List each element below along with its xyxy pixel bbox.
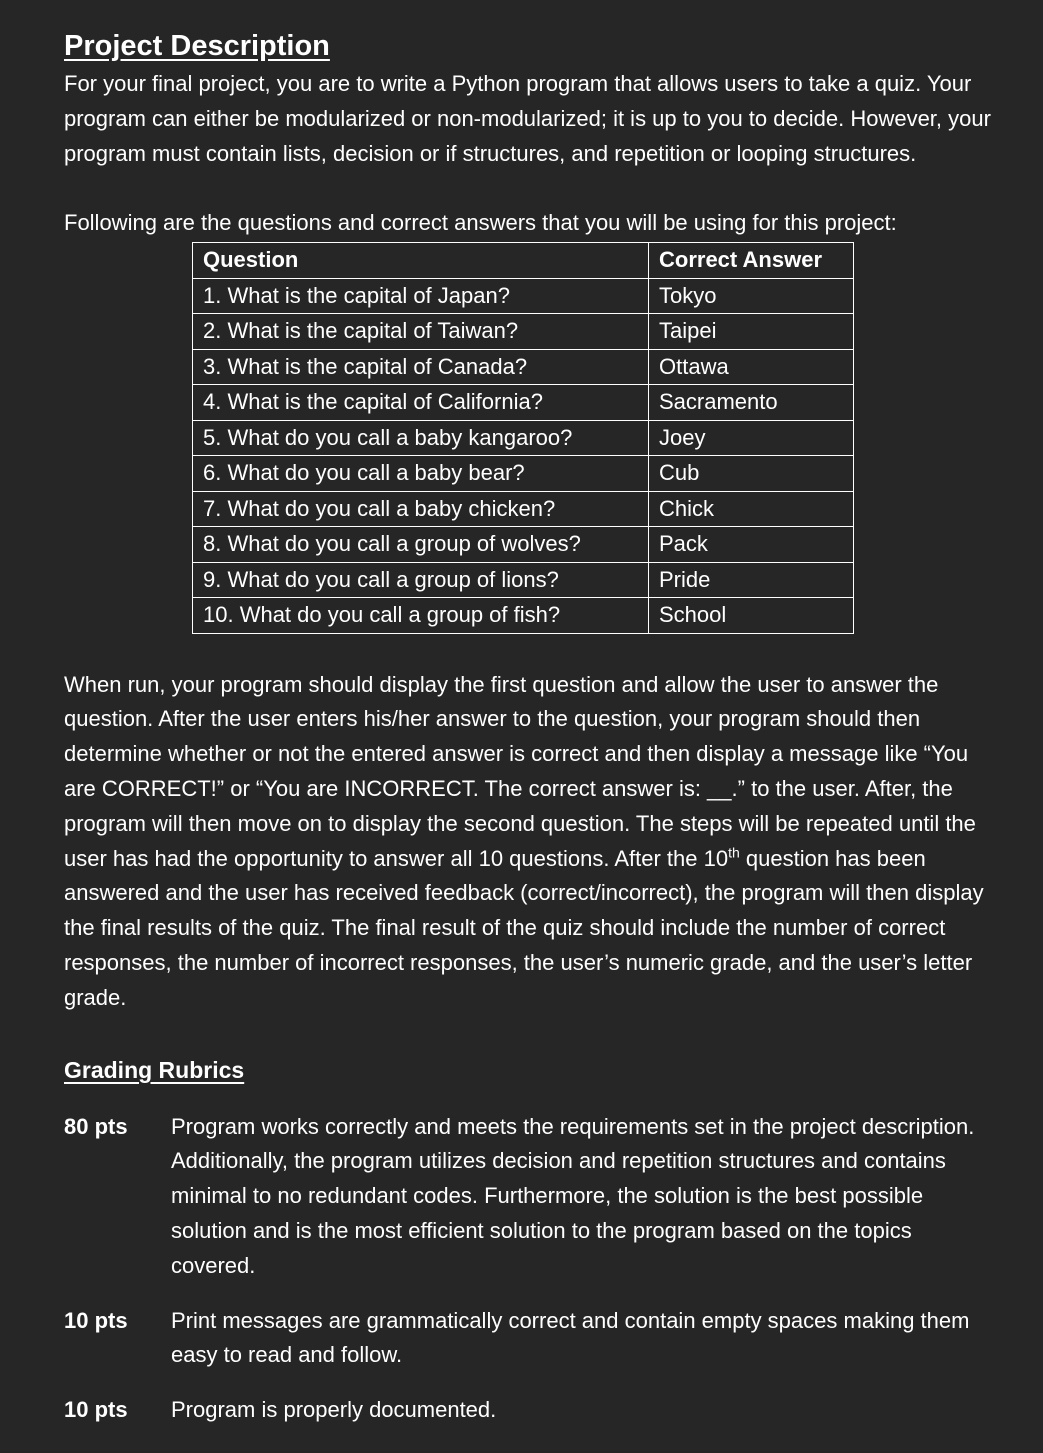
table-row	[193, 598, 854, 634]
rubric-points: 80 pts	[64, 1113, 128, 1139]
question-cell: 5. What do you call a baby kangaroo?	[193, 420, 649, 456]
table-row	[193, 314, 854, 350]
ordinal-suffix: th	[728, 844, 740, 861]
description-text-part1: When run, your program should display the first question and allow the user to answer the question. After the user enters his/her answer to the question, your program should then determine whether or not the entered answer is correct and then display a message like “You are CORRECT!” or “You are INCORRECT. The correct answer is: __.” to the user. After, the program will then move on to display the second question. The steps will be repeated until the user has had the opportunity to answer all 10 questions. After the 10	[64, 671, 976, 871]
quiz-table	[192, 242, 854, 634]
rubric-description: Program works correctly and meets the requirements set in the project description. Additionally, the program utilizes decision and repetition structures and contains minimal to no redundant codes. Furthermore, the solution is the best possible solution and is the most efficient solution to the program based on the topics covered.	[171, 1113, 975, 1278]
column-header-answer: Correct Answer	[649, 243, 854, 279]
table-row	[193, 420, 854, 456]
table-lead-paragraph: Following are the questions and correct answers that you will be using for this project:	[64, 210, 897, 236]
question-cell: 8. What do you call a group of wolves?	[193, 527, 649, 563]
page-title: Project Description	[64, 30, 330, 62]
table-row	[193, 527, 854, 563]
rubric-points: 10 pts	[64, 1397, 128, 1423]
answer-cell: Ottawa	[649, 349, 854, 385]
table-row	[193, 385, 854, 421]
document-page	[64, 27, 994, 1428]
rubrics-heading: Grading Rubrics	[64, 1056, 245, 1083]
question-cell: 10. What do you call a group of fish?	[193, 598, 649, 634]
rubric-description: Program is properly documented.	[171, 1397, 497, 1423]
table-header-row	[193, 243, 854, 279]
answer-cell: Tokyo	[649, 278, 854, 314]
table-row	[193, 562, 854, 598]
question-cell: 6. What do you call a baby bear?	[193, 456, 649, 492]
answer-cell: Taipei	[649, 314, 854, 350]
rubric-item	[64, 1110, 994, 1284]
answer-cell: Sacramento	[649, 385, 854, 421]
answer-cell: Joey	[649, 420, 854, 456]
table-row	[193, 456, 854, 492]
table-row	[193, 491, 854, 527]
answer-cell: Chick	[649, 491, 854, 527]
description-text-part2: question has been answered and the user has received feedback (correct/incorrect), the program will then display the final results of the quiz. The final result of the quiz should include the number of correct responses, the number of incorrect responses, the user’s numeric grade, and the user’s letter grade.	[64, 845, 984, 1010]
answer-cell: Pack	[649, 527, 854, 563]
column-header-question: Question	[193, 243, 649, 279]
question-cell: 9. What do you call a group of lions?	[193, 562, 649, 598]
table-row	[193, 349, 854, 385]
intro-paragraph: For your final project, you are to write a Python program that allows users to take a quiz. Your program can either be modularized or non-modularized; it is up to you to decide. However, your program must contain lists, decision or if structures, and repetition or looping structures.	[64, 71, 991, 166]
question-cell: 7. What do you call a baby chicken?	[193, 491, 649, 527]
question-cell: 2. What is the capital of Taiwan?	[193, 314, 649, 350]
table-row	[193, 278, 854, 314]
description-paragraph	[64, 668, 994, 1016]
question-cell: 4. What is the capital of California?	[193, 385, 649, 421]
rubric-item	[64, 1393, 994, 1428]
answer-cell: Pride	[649, 562, 854, 598]
rubric-description: Print messages are grammatically correct and contain empty spaces making them easy to read and follow.	[171, 1307, 970, 1368]
answer-cell: School	[649, 598, 854, 634]
question-cell: 3. What is the capital of Canada?	[193, 349, 649, 385]
rubric-item	[64, 1304, 994, 1374]
answer-cell: Cub	[649, 456, 854, 492]
question-cell: 1. What is the capital of Japan?	[193, 278, 649, 314]
rubric-points: 10 pts	[64, 1307, 128, 1333]
